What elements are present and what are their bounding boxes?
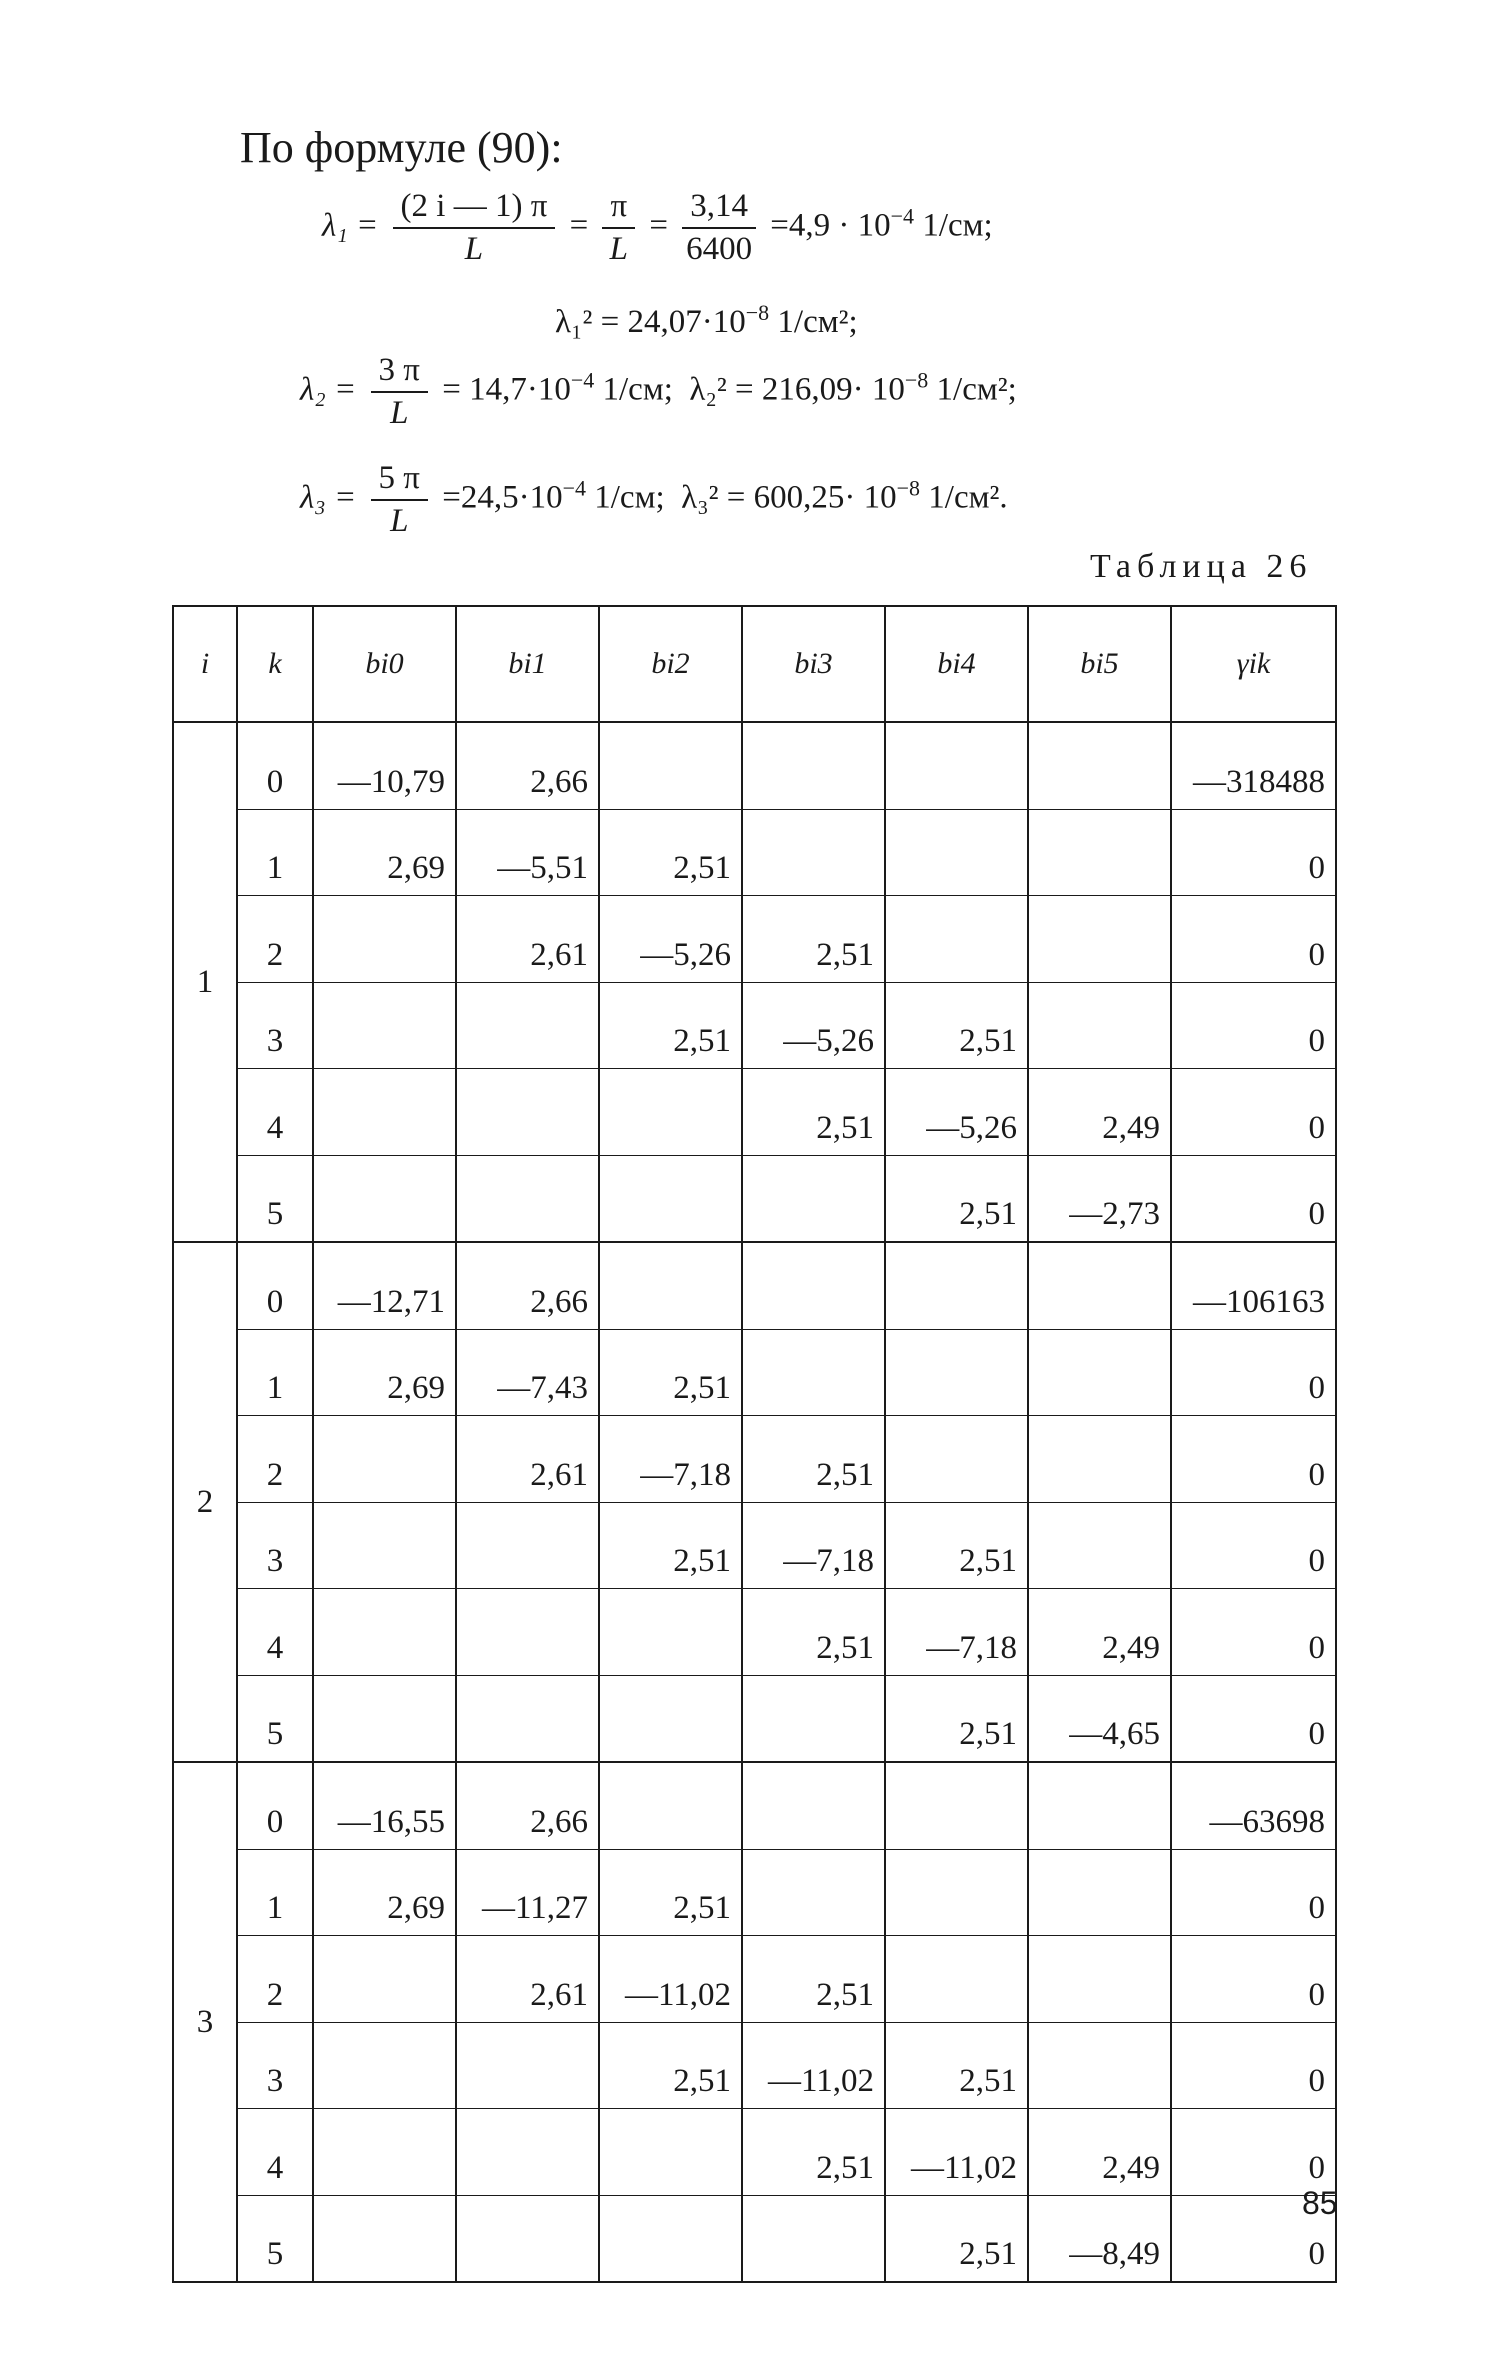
cell-b4: —7,18	[885, 1589, 1028, 1676]
equation-lambda2	[300, 352, 1017, 432]
table-row	[173, 1936, 1336, 2023]
table-body	[173, 722, 1336, 2282]
header-bi3: bi3	[742, 606, 885, 722]
cell-b2: —5,26	[599, 896, 742, 983]
cell-b0: 2,69	[313, 1329, 456, 1416]
eq4-lhs: λ₃ =	[300, 479, 357, 516]
cell-b3: —7,18	[742, 1502, 885, 1589]
table-header-row	[173, 606, 1336, 722]
eq3-fraction	[371, 352, 428, 432]
cell-b4: 2,51	[885, 982, 1028, 1069]
eq3-unit: 1/см;	[594, 371, 673, 408]
cell-b0: —10,79	[313, 722, 456, 809]
cell-gamma: 0	[1171, 1329, 1336, 1416]
eq1-fraction-2	[602, 188, 635, 268]
header-bi0: bi0	[313, 606, 456, 722]
cell-b5: —8,49	[1028, 2195, 1171, 2282]
cell-b2	[599, 1155, 742, 1242]
header-gamma: γik	[1171, 606, 1336, 722]
eq1-f3-den: 6400	[686, 231, 753, 267]
eq1-f2-num: π	[602, 188, 635, 229]
cell-b1	[456, 2109, 599, 2196]
cell-b3: 2,51	[742, 1936, 885, 2023]
eq4-sq: λ₃² = 600,25· 10	[681, 479, 897, 516]
cell-b2	[599, 1589, 742, 1676]
cell-gamma: 0	[1171, 982, 1336, 1069]
table-row	[173, 2195, 1336, 2282]
eq2-unit: 1/см²;	[769, 304, 858, 340]
cell-k: 4	[237, 1589, 313, 1676]
cell-gamma: 0	[1171, 1936, 1336, 2023]
cell-gamma: 0	[1171, 1416, 1336, 1503]
eq1-equals: =	[569, 207, 589, 244]
cell-k: 2	[237, 1936, 313, 2023]
cell-b2	[599, 1069, 742, 1156]
cell-b3: 2,51	[742, 1069, 885, 1156]
eq4-den: L	[390, 503, 409, 539]
eq3-num: 3 π	[371, 352, 428, 393]
cell-b0	[313, 2109, 456, 2196]
table-row	[173, 1242, 1336, 1329]
eq3-den: L	[390, 395, 409, 431]
cell-b5	[1028, 2022, 1171, 2109]
cell-k: 1	[237, 809, 313, 896]
cell-b3: 2,51	[742, 1416, 885, 1503]
cell-gamma: —106163	[1171, 1242, 1336, 1329]
cell-k: 0	[237, 722, 313, 809]
cell-b1: 2,66	[456, 722, 599, 809]
cell-b0	[313, 1675, 456, 1762]
table-26	[172, 605, 1337, 2283]
cell-k: 0	[237, 1762, 313, 1849]
table-row	[173, 1069, 1336, 1156]
cell-k: 5	[237, 2195, 313, 2282]
cell-b0	[313, 896, 456, 983]
header-bi1: bi1	[456, 606, 599, 722]
table-row	[173, 2022, 1336, 2109]
cell-b2: 2,51	[599, 2022, 742, 2109]
cell-b1: —5,51	[456, 809, 599, 896]
cell-b3: —11,02	[742, 2022, 885, 2109]
eq3-lhs: λ₂ =	[300, 371, 357, 408]
cell-b3	[742, 1242, 885, 1329]
table-row	[173, 1155, 1336, 1242]
cell-b3: 2,51	[742, 896, 885, 983]
cell-b5	[1028, 1849, 1171, 1936]
table-row	[173, 982, 1336, 1069]
cell-b3: 2,51	[742, 2109, 885, 2196]
cell-b3	[742, 1155, 885, 1242]
cell-b4	[885, 1242, 1028, 1329]
eq1-f1-den: L	[464, 231, 484, 267]
cell-k: 5	[237, 1155, 313, 1242]
cell-b1: 2,61	[456, 1416, 599, 1503]
equation-lambda1-sq	[555, 300, 858, 341]
cell-k: 3	[237, 1502, 313, 1589]
equation-lambda3	[300, 460, 1008, 540]
cell-gamma: 0	[1171, 2195, 1336, 2282]
cell-b5: —2,73	[1028, 1155, 1171, 1242]
cell-b4	[885, 1762, 1028, 1849]
cell-b5	[1028, 1329, 1171, 1416]
cell-b1: —11,27	[456, 1849, 599, 1936]
cell-gamma: 0	[1171, 1589, 1336, 1676]
table-title: Таблица 26	[1090, 548, 1313, 585]
cell-b3	[742, 809, 885, 896]
header-bi2: bi2	[599, 606, 742, 722]
cell-b0: —16,55	[313, 1762, 456, 1849]
table-row	[173, 1502, 1336, 1589]
cell-gamma: —318488	[1171, 722, 1336, 809]
eq1-equals-2: =	[649, 207, 669, 244]
cell-b5	[1028, 1936, 1171, 2023]
table-row	[173, 1329, 1336, 1416]
cell-b2	[599, 2195, 742, 2282]
eq1-f2-den: L	[609, 231, 628, 267]
cell-i: 1	[173, 722, 237, 1242]
cell-b4: —11,02	[885, 2109, 1028, 2196]
eq1-exp: −4	[890, 203, 915, 229]
cell-b5: 2,49	[1028, 2109, 1171, 2196]
cell-b5	[1028, 1416, 1171, 1503]
eq4-fraction	[371, 460, 428, 540]
cell-b3	[742, 1329, 885, 1416]
eq4-unit: 1/см;	[586, 479, 665, 516]
cell-b5	[1028, 1502, 1171, 1589]
cell-b0	[313, 1589, 456, 1676]
cell-b1	[456, 1589, 599, 1676]
cell-b5: 2,49	[1028, 1589, 1171, 1676]
page-number: 85	[1302, 2185, 1338, 2221]
cell-b4	[885, 809, 1028, 896]
intro-text: По формуле (90):	[240, 123, 563, 172]
eq3-exp: −4	[570, 367, 595, 393]
cell-b3	[742, 1675, 885, 1762]
table-row	[173, 809, 1336, 896]
cell-b4	[885, 1329, 1028, 1416]
cell-gamma: 0	[1171, 809, 1336, 896]
cell-b1	[456, 1502, 599, 1589]
cell-b5	[1028, 1762, 1171, 1849]
cell-b2	[599, 1762, 742, 1849]
cell-b2: 2,51	[599, 809, 742, 896]
cell-k: 4	[237, 1069, 313, 1156]
cell-b3: —5,26	[742, 982, 885, 1069]
cell-b2	[599, 1675, 742, 1762]
cell-b4	[885, 1416, 1028, 1503]
eq4-sq-exp: −8	[896, 475, 921, 501]
cell-b4: 2,51	[885, 2022, 1028, 2109]
header-bi5: bi5	[1028, 606, 1171, 722]
cell-b0	[313, 1936, 456, 2023]
cell-b2: 2,51	[599, 1329, 742, 1416]
eq1-f1-num: (2 i — 1) π	[393, 188, 556, 229]
cell-b1	[456, 2022, 599, 2109]
eq4-rhs: =24,5·10	[442, 479, 563, 516]
cell-b1	[456, 1155, 599, 1242]
cell-b3	[742, 1849, 885, 1936]
cell-k: 3	[237, 982, 313, 1069]
cell-i: 2	[173, 1242, 237, 1762]
cell-b2: —7,18	[599, 1416, 742, 1503]
cell-b4: 2,51	[885, 1155, 1028, 1242]
cell-b5	[1028, 896, 1171, 983]
cell-b5: —4,65	[1028, 1675, 1171, 1762]
cell-b0: 2,69	[313, 809, 456, 896]
cell-k: 3	[237, 2022, 313, 2109]
eq4-sq-unit: 1/см².	[920, 479, 1008, 516]
cell-b1	[456, 1069, 599, 1156]
eq3-rhs: = 14,7·10	[442, 371, 571, 408]
cell-b3: 2,51	[742, 1589, 885, 1676]
cell-k: 2	[237, 1416, 313, 1503]
table-row	[173, 1762, 1336, 1849]
cell-b0	[313, 1416, 456, 1503]
cell-b4: 2,51	[885, 1502, 1028, 1589]
cell-gamma: 0	[1171, 1069, 1336, 1156]
cell-k: 5	[237, 1675, 313, 1762]
cell-b0	[313, 1502, 456, 1589]
table-row	[173, 1416, 1336, 1503]
cell-k: 4	[237, 2109, 313, 2196]
cell-b1	[456, 982, 599, 1069]
cell-k: 2	[237, 896, 313, 983]
eq1-fraction-3	[682, 188, 756, 268]
cell-b3	[742, 1762, 885, 1849]
cell-k: 1	[237, 1329, 313, 1416]
eq4-exp: −4	[562, 475, 586, 501]
cell-b0	[313, 982, 456, 1069]
table-row	[173, 1675, 1336, 1762]
cell-b1	[456, 1675, 599, 1762]
cell-b2: 2,51	[599, 982, 742, 1069]
eq4-num: 5 π	[371, 460, 428, 501]
cell-b4	[885, 722, 1028, 809]
cell-gamma: 0	[1171, 1849, 1336, 1936]
cell-b5	[1028, 809, 1171, 896]
cell-b2	[599, 722, 742, 809]
header-k: k	[237, 606, 313, 722]
cell-gamma: 0	[1171, 2109, 1336, 2196]
eq2-exp: −8	[745, 300, 770, 325]
table-row	[173, 722, 1336, 809]
cell-b5	[1028, 722, 1171, 809]
cell-b4: 2,51	[885, 2195, 1028, 2282]
cell-b1: 2,61	[456, 1936, 599, 2023]
cell-b5: 2,49	[1028, 1069, 1171, 1156]
eq1-rhs: =4,9 · 10	[770, 207, 891, 244]
cell-gamma: 0	[1171, 1155, 1336, 1242]
cell-b0: —12,71	[313, 1242, 456, 1329]
cell-k: 1	[237, 1849, 313, 1936]
eq3-sq-unit: 1/см²;	[928, 371, 1017, 408]
cell-b2: 2,51	[599, 1502, 742, 1589]
cell-b4	[885, 1936, 1028, 2023]
cell-b4: —5,26	[885, 1069, 1028, 1156]
cell-b4	[885, 896, 1028, 983]
table-row	[173, 1589, 1336, 1676]
cell-b1: —7,43	[456, 1329, 599, 1416]
cell-gamma: 0	[1171, 1675, 1336, 1762]
cell-b1	[456, 2195, 599, 2282]
cell-b2: —11,02	[599, 1936, 742, 2023]
cell-b1: 2,66	[456, 1242, 599, 1329]
cell-b0	[313, 2195, 456, 2282]
cell-b1: 2,66	[456, 1762, 599, 1849]
cell-b2	[599, 2109, 742, 2196]
table-row	[173, 896, 1336, 983]
cell-gamma: —63698	[1171, 1762, 1336, 1849]
cell-b0	[313, 1069, 456, 1156]
cell-gamma: 0	[1171, 1502, 1336, 1589]
header-bi4: bi4	[885, 606, 1028, 722]
eq3-sq: λ₂² = 216,09· 10	[689, 371, 905, 408]
cell-b2: 2,51	[599, 1849, 742, 1936]
cell-i: 3	[173, 1762, 237, 2282]
cell-b0	[313, 2022, 456, 2109]
table-row	[173, 2109, 1336, 2196]
cell-b5	[1028, 982, 1171, 1069]
cell-b0: 2,69	[313, 1849, 456, 1936]
eq1-f3-num: 3,14	[682, 188, 756, 229]
cell-b4: 2,51	[885, 1675, 1028, 1762]
equation-lambda1	[322, 188, 993, 268]
eq2-text: λ₁² = 24,07·10	[555, 304, 746, 340]
eq1-lhs: λ₁ =	[322, 207, 379, 244]
cell-b4	[885, 1849, 1028, 1936]
cell-k: 0	[237, 1242, 313, 1329]
cell-gamma: 0	[1171, 2022, 1336, 2109]
cell-b0	[313, 1155, 456, 1242]
cell-b3	[742, 722, 885, 809]
cell-b1: 2,61	[456, 896, 599, 983]
header-i: i	[173, 606, 237, 722]
eq3-sq-exp: −8	[904, 367, 929, 393]
eq1-fraction-1	[393, 188, 556, 268]
cell-b2	[599, 1242, 742, 1329]
cell-b5	[1028, 1242, 1171, 1329]
table-row	[173, 1849, 1336, 1936]
cell-b3	[742, 2195, 885, 2282]
cell-gamma: 0	[1171, 896, 1336, 983]
eq1-unit: 1/см;	[914, 207, 993, 244]
